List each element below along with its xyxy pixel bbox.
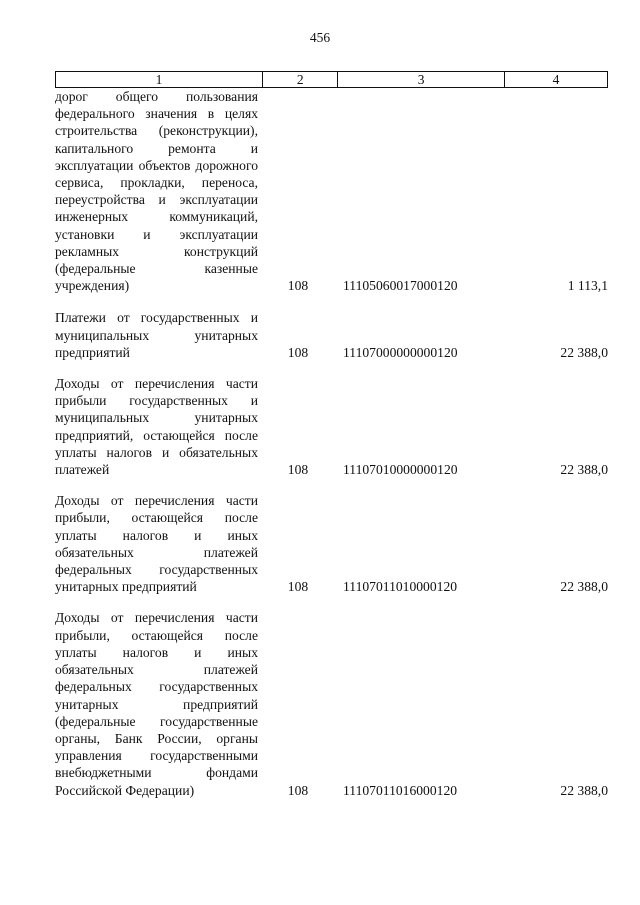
row-amount: 22 388,0: [560, 782, 608, 798]
row-description: Доходы от перечисления части прибыли государственных и муниципальных унитарных предприятий, остающейся после уплаты налогов и обязательных платежей: [55, 376, 258, 478]
page-number: 456: [309, 30, 331, 45]
table-row: [55, 492, 608, 595]
row-admin-code: 108: [287, 344, 309, 360]
row-amount: 22 388,0: [560, 344, 608, 360]
row-kbk-code: 11107010000000120: [343, 462, 458, 478]
column-header-2: 2: [263, 72, 338, 88]
row-admin-code: 108: [287, 782, 309, 798]
row-description: дорог общего пользования федерального значения в целях строительства (реконструкции), капитального ремонта и эксплуатации объектов дорожного сервиса, прокладки, переноса, переустройства и эксплуатации инженерных коммуникаций, установки и эксплуатации рекламных конструкций (федеральные казенные учреждения): [55, 89, 258, 294]
column-header-3: 3: [338, 72, 504, 88]
row-amount: 22 388,0: [560, 462, 608, 478]
row-kbk-code: 11105060017000120: [343, 278, 458, 294]
row-amount: 1 113,1: [567, 278, 608, 294]
column-header-1: 1: [56, 72, 263, 88]
row-amount: 22 388,0: [560, 579, 608, 595]
row-description: Доходы от перечисления части прибыли, остающейся после уплаты налогов и иных обязательных платежей федеральных государственных унитарных предприятий (федеральные государственные органы, Банк России, органы управления государственными внебюджетными фондами Российской Федерации): [55, 610, 258, 798]
row-kbk-code: 11107011016000120: [343, 782, 458, 798]
row-description: Доходы от перечисления части прибыли, остающейся после уплаты налогов и иных обязательных платежей федеральных государственных унитарных предприятий: [55, 493, 258, 595]
table-row: [55, 309, 608, 361]
column-header-4: 4: [504, 72, 607, 88]
row-admin-code: 108: [287, 278, 309, 294]
row-admin-code: 108: [287, 579, 309, 595]
table-row: [55, 375, 608, 478]
row-kbk-code: 11107000000000120: [343, 344, 458, 360]
column-header-table: [55, 71, 608, 88]
row-admin-code: 108: [287, 462, 309, 478]
row-description: Платежи от государственных и муниципальных унитарных предприятий: [55, 310, 258, 360]
table-row: [55, 609, 608, 798]
row-kbk-code: 11107011010000120: [343, 579, 458, 595]
table-row: [55, 88, 608, 294]
table-body: [55, 88, 608, 813]
